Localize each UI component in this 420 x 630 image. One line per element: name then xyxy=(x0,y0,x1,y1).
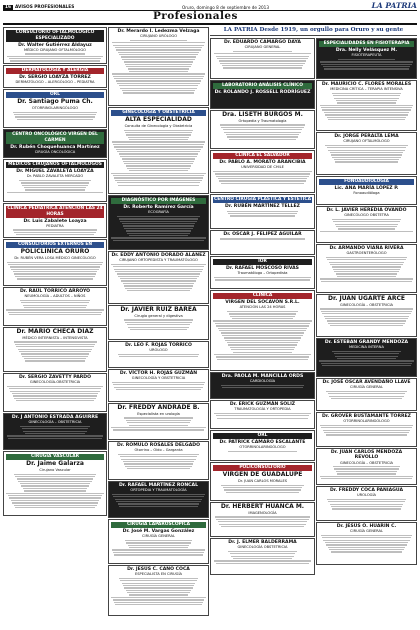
ad-category: DERMATOLOGÍA Y ALERGIA xyxy=(6,68,105,74)
ad-body-text xyxy=(6,300,105,316)
ad-body-text xyxy=(6,386,105,402)
col1-ad-0 xyxy=(3,27,107,64)
ad-body-text xyxy=(319,391,415,399)
ad-doctor-name: Dr. PATRICK CAMARO ESCALANTE xyxy=(219,440,306,446)
col3-ad-2 xyxy=(210,110,315,149)
ad-doctor-name: Dr. José M. Vargas González xyxy=(122,529,195,535)
col3-ad-0 xyxy=(210,38,315,79)
ad-body-text xyxy=(111,216,207,241)
ad-specialty: GASTROENTERÓLOGO xyxy=(346,251,387,256)
ad-category: CENTRO CIRUGÍA PLÁSTICA Y ESTÉTICA xyxy=(214,197,311,203)
col3-ad-3 xyxy=(210,150,315,193)
ad-specialty: GINECOLOGÍA Y OBSTETRICIA xyxy=(131,376,186,381)
ad-category: DIAGNÓSTICO POR IMÁGENES xyxy=(111,198,207,204)
ad-doctor-name: Dr. JOSÉ OSCAR AVENDAÑO LLAVE xyxy=(322,380,411,385)
ad-doctor-name: POLICLÍNICA ORURO xyxy=(20,248,90,256)
ad-specialty: GINECOLOGÍA – OBSTETRICIA xyxy=(340,302,393,307)
ad-doctor-name: Dr. RAFAEL MOSCOSO RIVAS xyxy=(226,266,299,272)
ad-specialty: Ortopedia y Traumatología xyxy=(238,118,287,123)
ad-doctor-name: Dr. JORGE PERALTA LEMA xyxy=(334,134,399,139)
ad-body-text xyxy=(319,59,415,70)
ad-body-text xyxy=(213,551,313,564)
ad-body-text xyxy=(213,171,313,184)
ad-specialty: MEDICINA CRÍTICA – TERAPIA INTENSIVA xyxy=(330,87,403,92)
ad-specialty: Cirugía general y digestiva xyxy=(134,313,183,318)
ad-category: CIRUGÍA LAPAROSCÓPICA xyxy=(111,522,207,528)
col1-ad-7 xyxy=(3,287,107,326)
col4-ad-6 xyxy=(316,294,417,337)
ad-body-text xyxy=(319,425,415,436)
ad-specialty: GINECOLOGÍA – OBSTETRICIA xyxy=(340,460,393,465)
ad-body-text xyxy=(319,308,415,326)
page-date: Oruro, domingo 8 de septiembre de 2013 xyxy=(181,4,269,10)
ad-doctor-name: Dr. Roberto Ramírez García xyxy=(123,205,194,211)
col4-ad-9 xyxy=(316,412,417,447)
ad-doctor-name: Dr. FREDDY ANDRADE B. xyxy=(117,404,200,411)
ad-body-text xyxy=(6,53,105,61)
ad-body-text xyxy=(213,124,313,140)
ad-body-text xyxy=(6,112,105,120)
ad-body-text xyxy=(111,540,207,556)
col4-ad-7 xyxy=(316,338,417,377)
ad-doctor-name: VIRGEN DE GUADALUPE xyxy=(222,471,303,479)
ad-doctor-name: Dra. LISETH BURGOS M. xyxy=(222,111,303,118)
ad-doctor-name: Dr. RUBÉN MARTÍNEZ TELLEZ xyxy=(225,204,300,210)
ad-specialty: PEDIATRA xyxy=(46,223,64,228)
ad-specialty: CIRUJANO OFTALMÓLOGO xyxy=(343,139,390,144)
ad-body-text xyxy=(111,494,207,507)
ad-category: POLICONSULTORIO xyxy=(213,465,313,471)
ad-specialty: MÉDICO INTERNISTA – INTENSIVISTA xyxy=(22,335,88,340)
ad-doctor-name: Dr. SERGIO LOAYZA TÓRREZ xyxy=(19,75,91,81)
ad-doctor-name: Dr. L. JAVIER HEREDIA OVANDO xyxy=(326,208,407,213)
ad-specialty: Cirujano Vascular xyxy=(39,468,71,473)
ad-body-text xyxy=(111,40,207,94)
ad-specialty: CARDIOLOGÍA xyxy=(249,379,276,384)
col4-ad-0 xyxy=(316,38,417,79)
col3-ad-4 xyxy=(210,194,315,229)
col1-ad-10 xyxy=(3,413,107,450)
ad-body-text xyxy=(111,578,207,606)
ad-specialty: GINECOLOGÍA-OBSTETRICIA xyxy=(29,380,81,385)
col2-ad-11 xyxy=(108,565,209,616)
ad-doctor-name: Dr. JESÚS O. HUARIN C. xyxy=(336,524,397,529)
ad-doctor-name: Dr. RÓMULO ROSALES DELGADO xyxy=(117,443,200,448)
ad-specialty: ATENCIÓN LAS 24 HORAS xyxy=(239,305,286,310)
ad-specialty: ORTOPEDIA Y TRAUMATOLOGÍA xyxy=(130,488,187,493)
ad-specialty: URÓLOGO xyxy=(149,348,168,353)
col1-ad-1 xyxy=(3,65,107,88)
ad-body-text xyxy=(213,516,313,527)
ad-body-text xyxy=(319,466,415,479)
ad-specialty: DERMATÓLOGO – ALERGÓLOGO – PEDIATRA xyxy=(15,80,95,85)
ad-doctor-name: Dr. Walter Gutiérrez Aldayuz xyxy=(18,42,92,48)
ad-body-text xyxy=(319,219,415,232)
ad-doctor-name: Dr. MIGUEL ZAVALETA LOAYZA xyxy=(16,169,94,175)
ad-body-text xyxy=(213,311,313,360)
ad-doctor-name: Dra. Nelly Velásquez M. xyxy=(335,48,398,54)
ad-specialty: Fonoaudióloga xyxy=(353,191,380,196)
ad-doctor-name: Dr. FREDDY COCA PANIAGUA xyxy=(329,488,404,493)
ad-doctor-name: Dr. ESTEBAN GRANDY MENDOZA xyxy=(324,340,409,345)
ad-specialty: Traumatólogo – Ortopedista xyxy=(237,271,288,276)
ad-specialty: UROLOGÍA xyxy=(357,493,376,498)
ad-specialty: CIRUGÍA GENERAL xyxy=(142,534,175,539)
ad-specialty: Consulta de Ginecología y Obstetricia xyxy=(124,124,193,129)
col4-ad-5 xyxy=(316,244,417,293)
ad-body-text xyxy=(6,474,105,509)
ad-doctor-name: Dr. J. ELMER BALDERRAMA xyxy=(228,540,297,545)
ad-category: GINECOLOGÍA Y OBSTETRICIA xyxy=(111,110,207,116)
ad-specialty: OTORRINOLARINGÓLOGO xyxy=(343,419,390,424)
col4-ad-3 xyxy=(316,176,417,205)
ad-doctor-name: Dr. LEO F. ROJAS TORRICO xyxy=(125,343,192,348)
col4-ad-1 xyxy=(316,80,417,131)
col4-ad-4 xyxy=(316,206,417,243)
ad-specialty: Otorrino – Oído – Garganta xyxy=(134,448,183,453)
col1-ad-5 xyxy=(3,203,107,238)
ad-body-text xyxy=(319,93,415,121)
ad-doctor-name: Dr. Luis Zabalete Loayza xyxy=(23,218,87,224)
ad-specialty: MEDICINA INTERNA xyxy=(349,345,384,350)
ad-body-text xyxy=(111,417,207,430)
ad-body-text xyxy=(6,262,105,280)
ad-doctor-name: Lic. ANA MARÍA LÓPEZ P. xyxy=(334,186,399,192)
col2-ad-2 xyxy=(108,195,209,250)
ad-specialty: ESPECIALISTA EN CIRUGÍA xyxy=(135,572,182,577)
ad-specialty: CIRUGÍA ONCOLÓGICA xyxy=(34,149,76,154)
ad-doctor-name: Dr. JUAN CARLOS MENDOZA REVOLLO xyxy=(330,450,403,461)
ad-specialty: FISIOTERAPEUTA xyxy=(351,53,382,58)
ad-body-text xyxy=(213,385,313,389)
col3-ad-9 xyxy=(210,400,315,429)
col1-ad-3 xyxy=(3,129,107,158)
ad-category: CLÍNICA xyxy=(213,293,313,299)
ad-category: LABORATORIO ANÁLISIS CLÍNICO xyxy=(213,83,313,89)
col4-ad-11 xyxy=(316,486,417,521)
ad-doctor-name: Dr. ERICK GUZMÁN SOLIZ xyxy=(229,402,296,407)
ad-doctor-name: Dr. RAFAEL MARTÍNEZ RONCAL xyxy=(118,483,199,488)
col4-ad-12 xyxy=(316,522,417,565)
ad-body-text xyxy=(111,382,207,390)
ad-body-text xyxy=(213,277,313,281)
ad-doctor-name: Dr. EDDY ANTONIO DORADO ALANEZ xyxy=(111,253,206,258)
ad-doctor-name: Dr. JUAN UGARTE ARCE xyxy=(328,295,405,302)
ad-body-text xyxy=(213,211,313,217)
ad-body-text xyxy=(213,238,313,239)
ad-doctor-name: Dr. GROVER BUSTAMANTE TORREZ xyxy=(322,414,411,419)
ad-body-text xyxy=(111,454,207,470)
ad-doctor-name: Dr. Santiago Puma Ch. xyxy=(17,98,93,106)
ad-doctor-name: Dr. ARMANDO VIAÑA RIVERA xyxy=(329,246,404,251)
ad-body-text xyxy=(111,130,207,186)
ad-doctor-name: Dr. JESÚS C. CANO COCA xyxy=(127,567,190,572)
ad-doctor-name: Dr. VÍCTOR H. ROJAS GUZMÁN xyxy=(119,371,198,376)
ad-doctor-name: Dr. EDUARDO CAMARGO DAYA xyxy=(224,40,301,45)
col2-ad-8 xyxy=(108,441,209,480)
ad-doctor-name: Dr. RAÚL TORRICO ARROYO xyxy=(19,289,91,294)
ad-category: ORL xyxy=(6,92,105,98)
col2-ad-4 xyxy=(108,305,209,340)
ad-specialty: GINECOLOGÍA OBSTETRICIA xyxy=(237,545,288,550)
col2-ad-6 xyxy=(108,369,209,402)
col2-ad-0 xyxy=(108,27,209,106)
ad-category: CLÍNICA EL SALVADOR xyxy=(213,153,313,159)
ad-doctor-name: Dr. Rubén Choquehuanca Martínez xyxy=(10,144,100,150)
ad-specialty: OTORRINOLARINGÓLOGO xyxy=(31,106,79,111)
col2-ad-10 xyxy=(108,519,209,564)
col3-ad-6 xyxy=(210,256,315,289)
ad-body-text xyxy=(213,51,313,69)
ad-specialty: IMAGENOLOGÍA xyxy=(248,510,277,515)
col3-ad-7 xyxy=(210,290,315,371)
ad-category: FONOAUDIOLOGÍA xyxy=(319,179,415,185)
ad-specialty: GINECÓLOGO OBSTETRA xyxy=(344,213,389,218)
ad-specialty: CIRUGÍA GENERAL xyxy=(350,529,383,534)
col2-ad-9 xyxy=(108,481,209,518)
ad-specialty: Dr. JUAN CARLOS MORALES xyxy=(237,479,288,484)
ad-specialty: MÉDICO CIRUJANO OFTALMÓLOGO xyxy=(24,47,86,52)
ad-body-text xyxy=(319,535,415,553)
ad-doctor-name: Dr. MARIO CHECA DÍAZ xyxy=(16,328,94,335)
ad-doctor-name: Dr. Jaime Galarza xyxy=(26,460,84,468)
ad-category: CLÍNICA PEDIÁTRICA ATENCIÓN LAS 24 HORAS xyxy=(7,206,103,217)
ad-body-text xyxy=(6,341,105,361)
page-number: 16 xyxy=(5,4,11,10)
ad-body-text xyxy=(6,229,105,235)
ad-specialty: GINECOLOGÍA – OBSTETRICIA xyxy=(28,420,82,425)
col1-ad-9 xyxy=(3,373,107,412)
ad-body-text xyxy=(319,257,415,282)
col4-ad-10 xyxy=(316,448,417,485)
ad-doctor-name: Dr. ROLANDO J. ROSSELL RODRÍGUEZ xyxy=(214,90,311,96)
ad-doctor-name: Dr. JAVIER RUIZ BAREA xyxy=(120,306,197,313)
ad-body-text xyxy=(111,319,207,330)
ad-category: CENTRO ONCOLÓGICO VIRGEN DEL CARMEN xyxy=(6,132,105,144)
col3-ad-12 xyxy=(210,502,315,537)
ad-body-text xyxy=(213,413,313,419)
ad-specialty: CIRUGÍA GENERAL xyxy=(350,385,383,390)
col3-ad-11 xyxy=(210,462,315,501)
col3-ad-8 xyxy=(210,372,315,399)
col2-ad-3 xyxy=(108,251,209,304)
ad-category: CIRUGÍA VASCULAR xyxy=(6,454,105,460)
page-title: Profesionales xyxy=(3,12,417,25)
ad-specialty: CIRUJANO ORTOPEDISTA Y TRAUMATÓLOGO xyxy=(119,258,198,263)
ad-category: CONSULTORIOS EXTERNOS EN xyxy=(6,242,105,248)
ad-doctor-name: ALTA ESPECIALIDAD xyxy=(125,116,192,124)
ad-category: CONSULTORIO OFTALMOLÓGICO ESPECIALIZADO xyxy=(6,30,105,42)
ad-doctor-name: Dr. Merardo I. Ledezma Velzaga xyxy=(117,29,200,34)
col1-ad-11 xyxy=(3,451,107,516)
ad-specialty: UNIVERSIDAD DE CHILE xyxy=(241,165,284,170)
col3-ad-1 xyxy=(210,80,315,109)
col1-ad-4 xyxy=(3,159,107,202)
ad-specialty: Especialista en urología xyxy=(137,411,180,416)
ad-body-text xyxy=(319,351,415,367)
section-label: AVISOS PROFESIONALES xyxy=(14,4,75,10)
ad-specialty: Dr. RUBÉN VERA LOSA MÉDICO GINECÓLOGO xyxy=(14,256,96,261)
ad-specialty: NEUMOLOGÍA – ADULTOS – NIÑOS xyxy=(24,294,86,299)
ad-doctor-name: Dr. SERGIO ZAVETTY PARDO xyxy=(18,375,92,380)
ad-doctor-name: Dr. OSCAR J. FELIPEZ AGUILAR xyxy=(223,232,302,237)
masthead: LA PATRIA xyxy=(371,0,417,10)
col1-ad-6 xyxy=(3,239,107,286)
ad-specialty: OTORRINOLARINGÓLOGO xyxy=(239,445,286,450)
col4-ad-8 xyxy=(316,378,417,411)
col2-ad-7 xyxy=(108,403,209,440)
col3-ad-10 xyxy=(210,430,315,461)
ad-body-text xyxy=(6,426,105,439)
col2-ad-1 xyxy=(108,107,209,194)
ad-doctor-name: VIRGEN DEL SOCAVÓN S.R.L. xyxy=(225,300,300,306)
ad-body-text xyxy=(319,499,415,510)
ad-body-text xyxy=(6,180,105,193)
ad-specialty: CIRUJANO GENERAL xyxy=(244,45,281,50)
ad-category: MÉDICOS CIRUJANOS OFTALMÓLOGOS xyxy=(6,162,105,168)
ad-doctor-name: Dr. J ANTONIO ESTRADA AGUIRRE xyxy=(11,415,99,420)
ad-category: ESPECIALIDADES EN FISIOTERAPIA xyxy=(319,41,415,47)
ad-specialty: Dr. PABLO ZAVALETA MERCADO xyxy=(26,174,84,179)
ad-doctor-name: Dr. PABLO A. MORATO ARANCIBIA xyxy=(219,160,306,166)
col1-ad-8 xyxy=(3,327,107,372)
ad-body-text xyxy=(213,451,313,452)
ad-specialty: ECOGRAFÍA xyxy=(148,210,169,215)
ad-body-text xyxy=(319,145,415,163)
ad-body-text xyxy=(213,485,313,493)
feature-banner: LA PATRIA Desde 1919, un orgullo para Oruro y su gente xyxy=(210,27,417,36)
ad-doctor-name: Dra. PAOLA M. MANCILLA ORDS xyxy=(221,374,304,379)
ad-body-text xyxy=(111,264,207,292)
ad-doctor-name: Dr. MAURICIO C. FLORES MORALES xyxy=(321,82,412,87)
ad-category: ORL xyxy=(213,433,313,439)
ad-body-text xyxy=(111,354,207,358)
ad-doctor-name: Dr. HERBERT HUANCA M. xyxy=(220,503,305,510)
ad-specialty: TRAUMATOLOGÍA Y ORTOPEDIA xyxy=(234,407,291,412)
col1-ad-2 xyxy=(3,89,107,128)
col3-ad-5 xyxy=(210,230,315,255)
col3-ad-13 xyxy=(210,538,315,575)
col2-ad-5 xyxy=(108,341,209,368)
ad-specialty: CIRUJANO URÓLOGO xyxy=(139,34,178,39)
ad-category: IOR xyxy=(213,259,313,265)
col4-ad-2 xyxy=(316,132,417,175)
